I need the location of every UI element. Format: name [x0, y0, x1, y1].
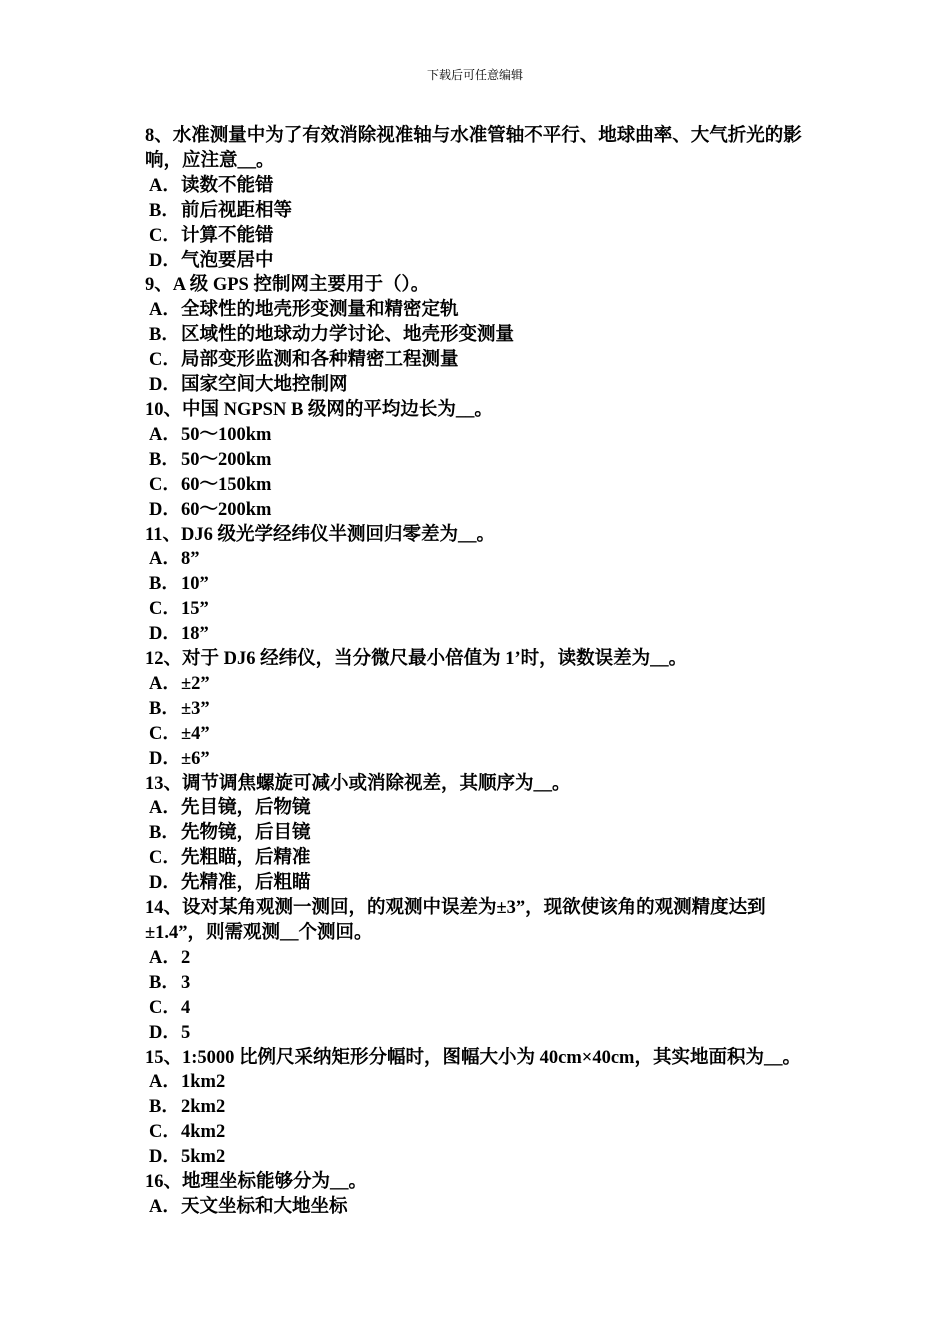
answer-option: [145, 498, 825, 523]
answer-option: [145, 871, 825, 896]
option-text: 4km2: [181, 1122, 226, 1143]
option-letter: B．: [149, 1097, 180, 1118]
option-letter: A．: [149, 798, 181, 819]
option-text: 先物镜，后目镜: [181, 823, 311, 844]
option-letter: C．: [149, 1122, 181, 1143]
option-text: 气泡要居中: [181, 250, 274, 271]
option-text: ±6”: [181, 748, 210, 769]
answer-option: [145, 722, 825, 747]
option-letter: C．: [149, 350, 181, 371]
question-stem: 14、设对某角观测一测回，的观测中误差为±3”，现欲使该角的观测精度达到±1.4”，则需观测__个测回。: [145, 898, 766, 943]
option-text: 10”: [181, 574, 209, 595]
option-letter: D．: [149, 624, 181, 645]
answer-option: [145, 796, 825, 821]
question-block: [145, 647, 825, 772]
option-letter: A．: [149, 300, 181, 321]
page-header: 下载后可任意编辑: [426, 68, 523, 82]
answer-option: [145, 697, 825, 722]
option-letter: B．: [149, 449, 180, 470]
option-text: 2: [181, 947, 191, 968]
question-block: [145, 398, 825, 523]
answer-option: [145, 547, 825, 572]
answer-option: [145, 174, 825, 199]
option-letter: A．: [149, 549, 181, 570]
option-letter: A．: [149, 947, 181, 968]
option-text: 5: [181, 1022, 191, 1043]
option-text: 4: [181, 997, 191, 1018]
answer-option: [145, 448, 825, 473]
answer-option: [145, 323, 825, 348]
question-stem: 10、中国 NGPSN B 级网的平均边长为__。: [145, 399, 493, 420]
option-letter: D．: [149, 873, 181, 894]
option-text: 全球性的地壳形变测量和精密定轨: [181, 300, 459, 321]
answer-option: [145, 1021, 825, 1046]
answer-option: [145, 1145, 825, 1170]
answer-option: [145, 597, 825, 622]
option-text: ±3”: [181, 698, 210, 719]
answer-option: [145, 373, 825, 398]
question-block: [145, 772, 825, 897]
question-stem: 12、对于 DJ6 经纬仪，当分微尺最小倍值为 1’时，读数误差为__。: [145, 649, 688, 670]
question-block: [145, 273, 825, 398]
option-text: 区域性的地球动力学讨论、地壳形变测量: [181, 325, 515, 346]
answer-option: [145, 348, 825, 373]
option-letter: C．: [149, 225, 181, 246]
option-letter: C．: [149, 599, 181, 620]
answer-option: [145, 224, 825, 249]
option-text: 50～100km: [181, 424, 272, 445]
option-letter: A．: [149, 1072, 181, 1093]
answer-option: [145, 971, 825, 996]
answer-option: [145, 1095, 825, 1120]
option-text: 前后视距相等: [181, 200, 293, 221]
answer-option: [145, 846, 825, 871]
option-letter: D．: [149, 748, 181, 769]
option-text: 60～200km: [181, 499, 272, 520]
option-text: 先目镜，后物镜: [181, 798, 311, 819]
option-letter: B．: [149, 574, 180, 595]
option-letter: B．: [149, 698, 180, 719]
answer-option: [145, 1195, 825, 1220]
option-letter: D．: [149, 1147, 181, 1168]
option-text: 读数不能错: [181, 175, 274, 196]
question-block: [145, 124, 825, 273]
option-text: ±4”: [181, 723, 210, 744]
question-block: [145, 896, 825, 1045]
question-stem: 13、调节调焦螺旋可减小或消除视差，其顺序为__。: [145, 773, 571, 794]
option-letter: A．: [149, 673, 181, 694]
answer-option: [145, 1070, 825, 1095]
option-letter: B．: [149, 823, 180, 844]
option-text: 计算不能错: [181, 225, 274, 246]
answer-option: [145, 747, 825, 772]
question-block: [145, 1170, 825, 1220]
option-letter: A．: [149, 175, 181, 196]
option-text: 1km2: [181, 1072, 226, 1093]
option-text: 天文坐标和大地坐标: [181, 1196, 348, 1217]
option-letter: D．: [149, 1022, 181, 1043]
option-letter: A．: [149, 424, 181, 445]
option-letter: C．: [149, 848, 181, 869]
answer-option: [145, 249, 825, 274]
option-text: 50～200km: [181, 449, 272, 470]
option-text: 15”: [181, 599, 209, 620]
answer-option: [145, 572, 825, 597]
answer-option: [145, 1120, 825, 1145]
answer-option: [145, 946, 825, 971]
option-letter: C．: [149, 723, 181, 744]
answer-option: [145, 622, 825, 647]
answer-option: [145, 423, 825, 448]
answer-option: [145, 473, 825, 498]
option-letter: D．: [149, 250, 181, 271]
question-stem: 9、A 级 GPS 控制网主要用于（）。: [145, 275, 430, 296]
question-stem: 8、水准测量中为了有效消除视准轴与水准管轴不平行、地球曲率、大气折光的影响，应注意__。: [145, 126, 802, 171]
question-stem: 11、DJ6 级光学经纬仪半测回归零差为__。: [145, 524, 495, 545]
option-letter: C．: [149, 997, 181, 1018]
option-letter: A．: [149, 1196, 181, 1217]
option-text: 3: [181, 972, 191, 993]
option-text: 国家空间大地控制网: [181, 375, 348, 396]
answer-option: [145, 821, 825, 846]
option-text: 局部变形监测和各种精密工程测量: [181, 350, 459, 371]
option-text: 5km2: [181, 1147, 226, 1168]
option-text: 60～150km: [181, 474, 272, 495]
option-letter: D．: [149, 375, 181, 396]
option-letter: C．: [149, 474, 181, 495]
option-text: 2km2: [181, 1097, 226, 1118]
question-stem: 15、1:5000 比例尺采纳矩形分幅时，图幅大小为 40cm×40cm，其实地面积为__。: [145, 1047, 801, 1068]
option-letter: B．: [149, 972, 180, 993]
question-list: [145, 124, 825, 1220]
option-text: ±2”: [181, 673, 210, 694]
option-text: 8”: [181, 549, 200, 570]
question-stem: 16、地理坐标能够分为__。: [145, 1172, 368, 1193]
question-block: [145, 1046, 825, 1171]
option-text: 先粗瞄，后精准: [181, 848, 311, 869]
answer-option: [145, 298, 825, 323]
option-letter: D．: [149, 499, 181, 520]
option-letter: B．: [149, 200, 180, 221]
option-letter: B．: [149, 325, 180, 346]
option-text: 先精准，后粗瞄: [181, 873, 311, 894]
question-block: [145, 523, 825, 648]
answer-option: [145, 199, 825, 224]
option-text: 18”: [181, 624, 209, 645]
answer-option: [145, 672, 825, 697]
answer-option: [145, 996, 825, 1021]
